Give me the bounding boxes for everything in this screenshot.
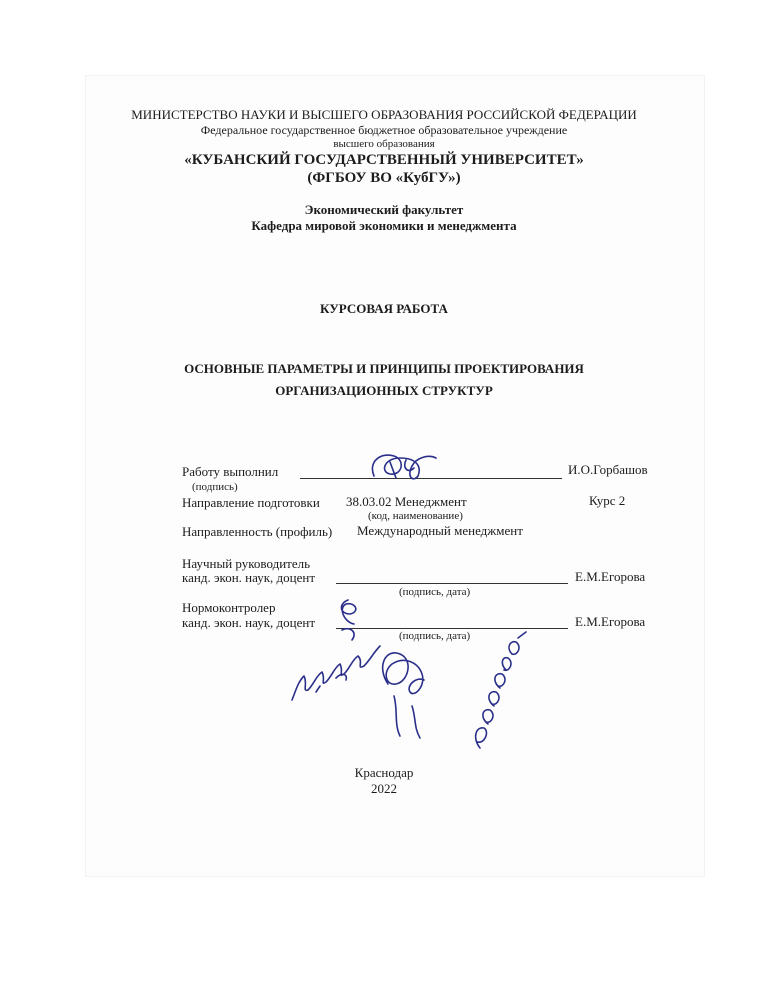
ministry-line: МИНИСТЕРСТВО НАУКИ И ВЫСШЕГО ОБРАЗОВАНИЯ РОССИЙСКОЙ ФЕДЕРАЦИИ bbox=[131, 107, 637, 122]
normcontrol-rank: канд. экон. наук, доцент bbox=[182, 615, 316, 630]
work-title-line-1: ОСНОВНЫЕ ПАРАМЕТРЫ И ПРИНЦИПЫ ПРОЕКТИРОВАНИЯ bbox=[184, 361, 584, 376]
student-signature bbox=[366, 448, 440, 488]
profile-value: Международный менеджмент bbox=[357, 523, 523, 538]
direction-label: Направление подготовки bbox=[182, 495, 320, 510]
institution-type-line-2: высшего образования bbox=[333, 138, 435, 150]
supervisor-label: Научный руководитель bbox=[182, 556, 311, 571]
city: Краснодар bbox=[354, 765, 414, 780]
normcontrol-name: Е.М.Егорова bbox=[575, 614, 646, 629]
supervisor-sig-date-hint: (подпись, дата) bbox=[399, 586, 471, 598]
normcontrol-signature-line bbox=[336, 628, 568, 629]
performed-label: Работу выполнил bbox=[182, 464, 279, 479]
supervisor-rank: канд. экон. наук, доцент bbox=[182, 570, 316, 585]
university-abbr: (ФГБОУ ВО «КубГУ») bbox=[307, 170, 461, 186]
work-title-line-2: ОРГАНИЗАЦИОННЫХ СТРУКТУР bbox=[275, 383, 493, 398]
student-name: И.О.Горбашов bbox=[568, 462, 648, 477]
course: Курс 2 bbox=[589, 493, 626, 508]
profile-label: Направленность (профиль) bbox=[182, 524, 333, 539]
supervisor-signature-line bbox=[336, 583, 568, 584]
supervisor-signature bbox=[370, 636, 440, 742]
normcontrol-label: Нормоконтролер bbox=[182, 600, 276, 615]
signature-hint: (подпись) bbox=[192, 481, 238, 493]
direction-value: 38.03.02 Менеджмент bbox=[346, 494, 467, 509]
work-type: КУРСОВАЯ РАБОТА bbox=[320, 301, 448, 316]
handwritten-date bbox=[466, 628, 532, 756]
institution-type-line: Федеральное государственное бюджетное образовательное учреждение bbox=[200, 123, 568, 137]
normcontrol-sig-date-hint: (подпись, дата) bbox=[399, 630, 471, 642]
supervisor-name: Е.М.Егорова bbox=[575, 569, 646, 584]
department-name: Кафедра мировой экономики и менеджмента bbox=[251, 218, 517, 233]
university-name: «КУБАНСКИЙ ГОСУДАРСТВЕННЫЙ УНИВЕРСИТЕТ» bbox=[184, 152, 584, 168]
code-hint: (код, наименование) bbox=[368, 510, 463, 522]
faculty-name: Экономический факультет bbox=[304, 202, 464, 217]
year: 2022 bbox=[371, 781, 397, 796]
